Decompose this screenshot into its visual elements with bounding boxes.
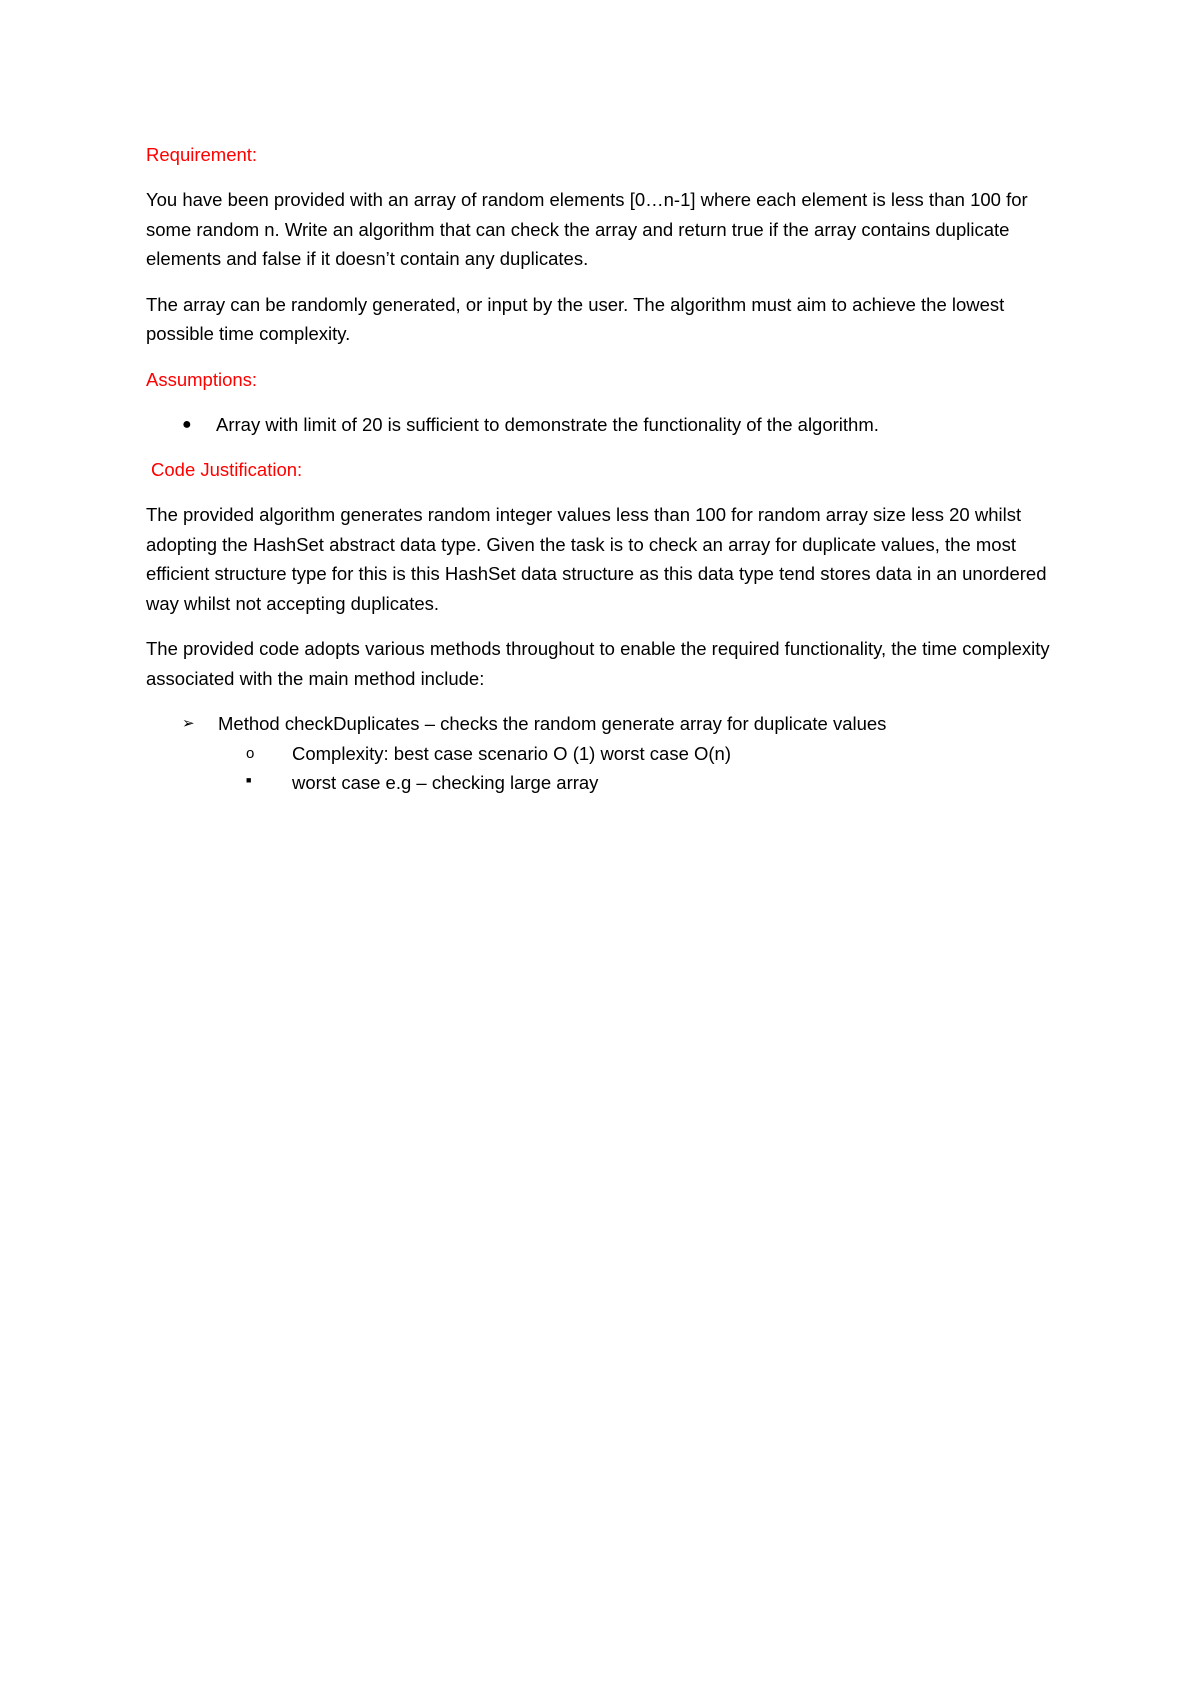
assumptions-bullet-text: Array with limit of 20 is sufficient to demonstrate the functionality of the algorithm. (216, 413, 879, 435)
bullet-dot-icon: ● (182, 415, 192, 433)
square-bullet-icon: ■ (246, 775, 252, 785)
list-item (146, 709, 1066, 739)
arrow-bullet-icon: ➢ (182, 715, 195, 732)
justification-heading: Code Justification: (151, 459, 303, 480)
document-page (146, 140, 1066, 798)
list-item-text: worst case e.g – checking large array (292, 772, 599, 793)
circle-bullet-icon: o (246, 744, 255, 762)
requirement-paragraph-2: The array can be randomly generated, or input by the user. The algorithm must aim to achieve the lowest possible time complexity. (146, 293, 1005, 344)
requirement-heading: Requirement: (146, 144, 258, 165)
list-item-text: Method checkDuplicates – checks the random generate array for duplicate values (218, 713, 887, 734)
assumptions-heading: Assumptions: (146, 368, 258, 390)
list-item (146, 739, 1066, 769)
justification-paragraph-1: The provided algorithm generates random integer values less than 100 for random array size less 20 whilst adopting the HashSet abstract data type. Given the task is to check an array for duplicate values, the most efficient structure type for this is this HashSet data structure as this data type tend stores data in an unordered way whilst not accepting duplicates. (146, 504, 1047, 614)
list-item-text: Complexity: best case scenario O (1) worst case O(n) (292, 742, 732, 764)
justification-paragraph-2: The provided code adopts various methods throughout to enable the required functionality, the time complexity associated with the main method include: (146, 638, 1050, 689)
assumptions-bullet-item (146, 410, 1066, 440)
requirement-paragraph-1: You have been provided with an array of random elements [0…n-1] where each element is less than 100 for some random n. Write an algorithm that can check the array and return true if the array contains duplicate elements and false if it doesn’t contain any duplicates. (146, 189, 1028, 269)
list-item (146, 768, 1066, 798)
